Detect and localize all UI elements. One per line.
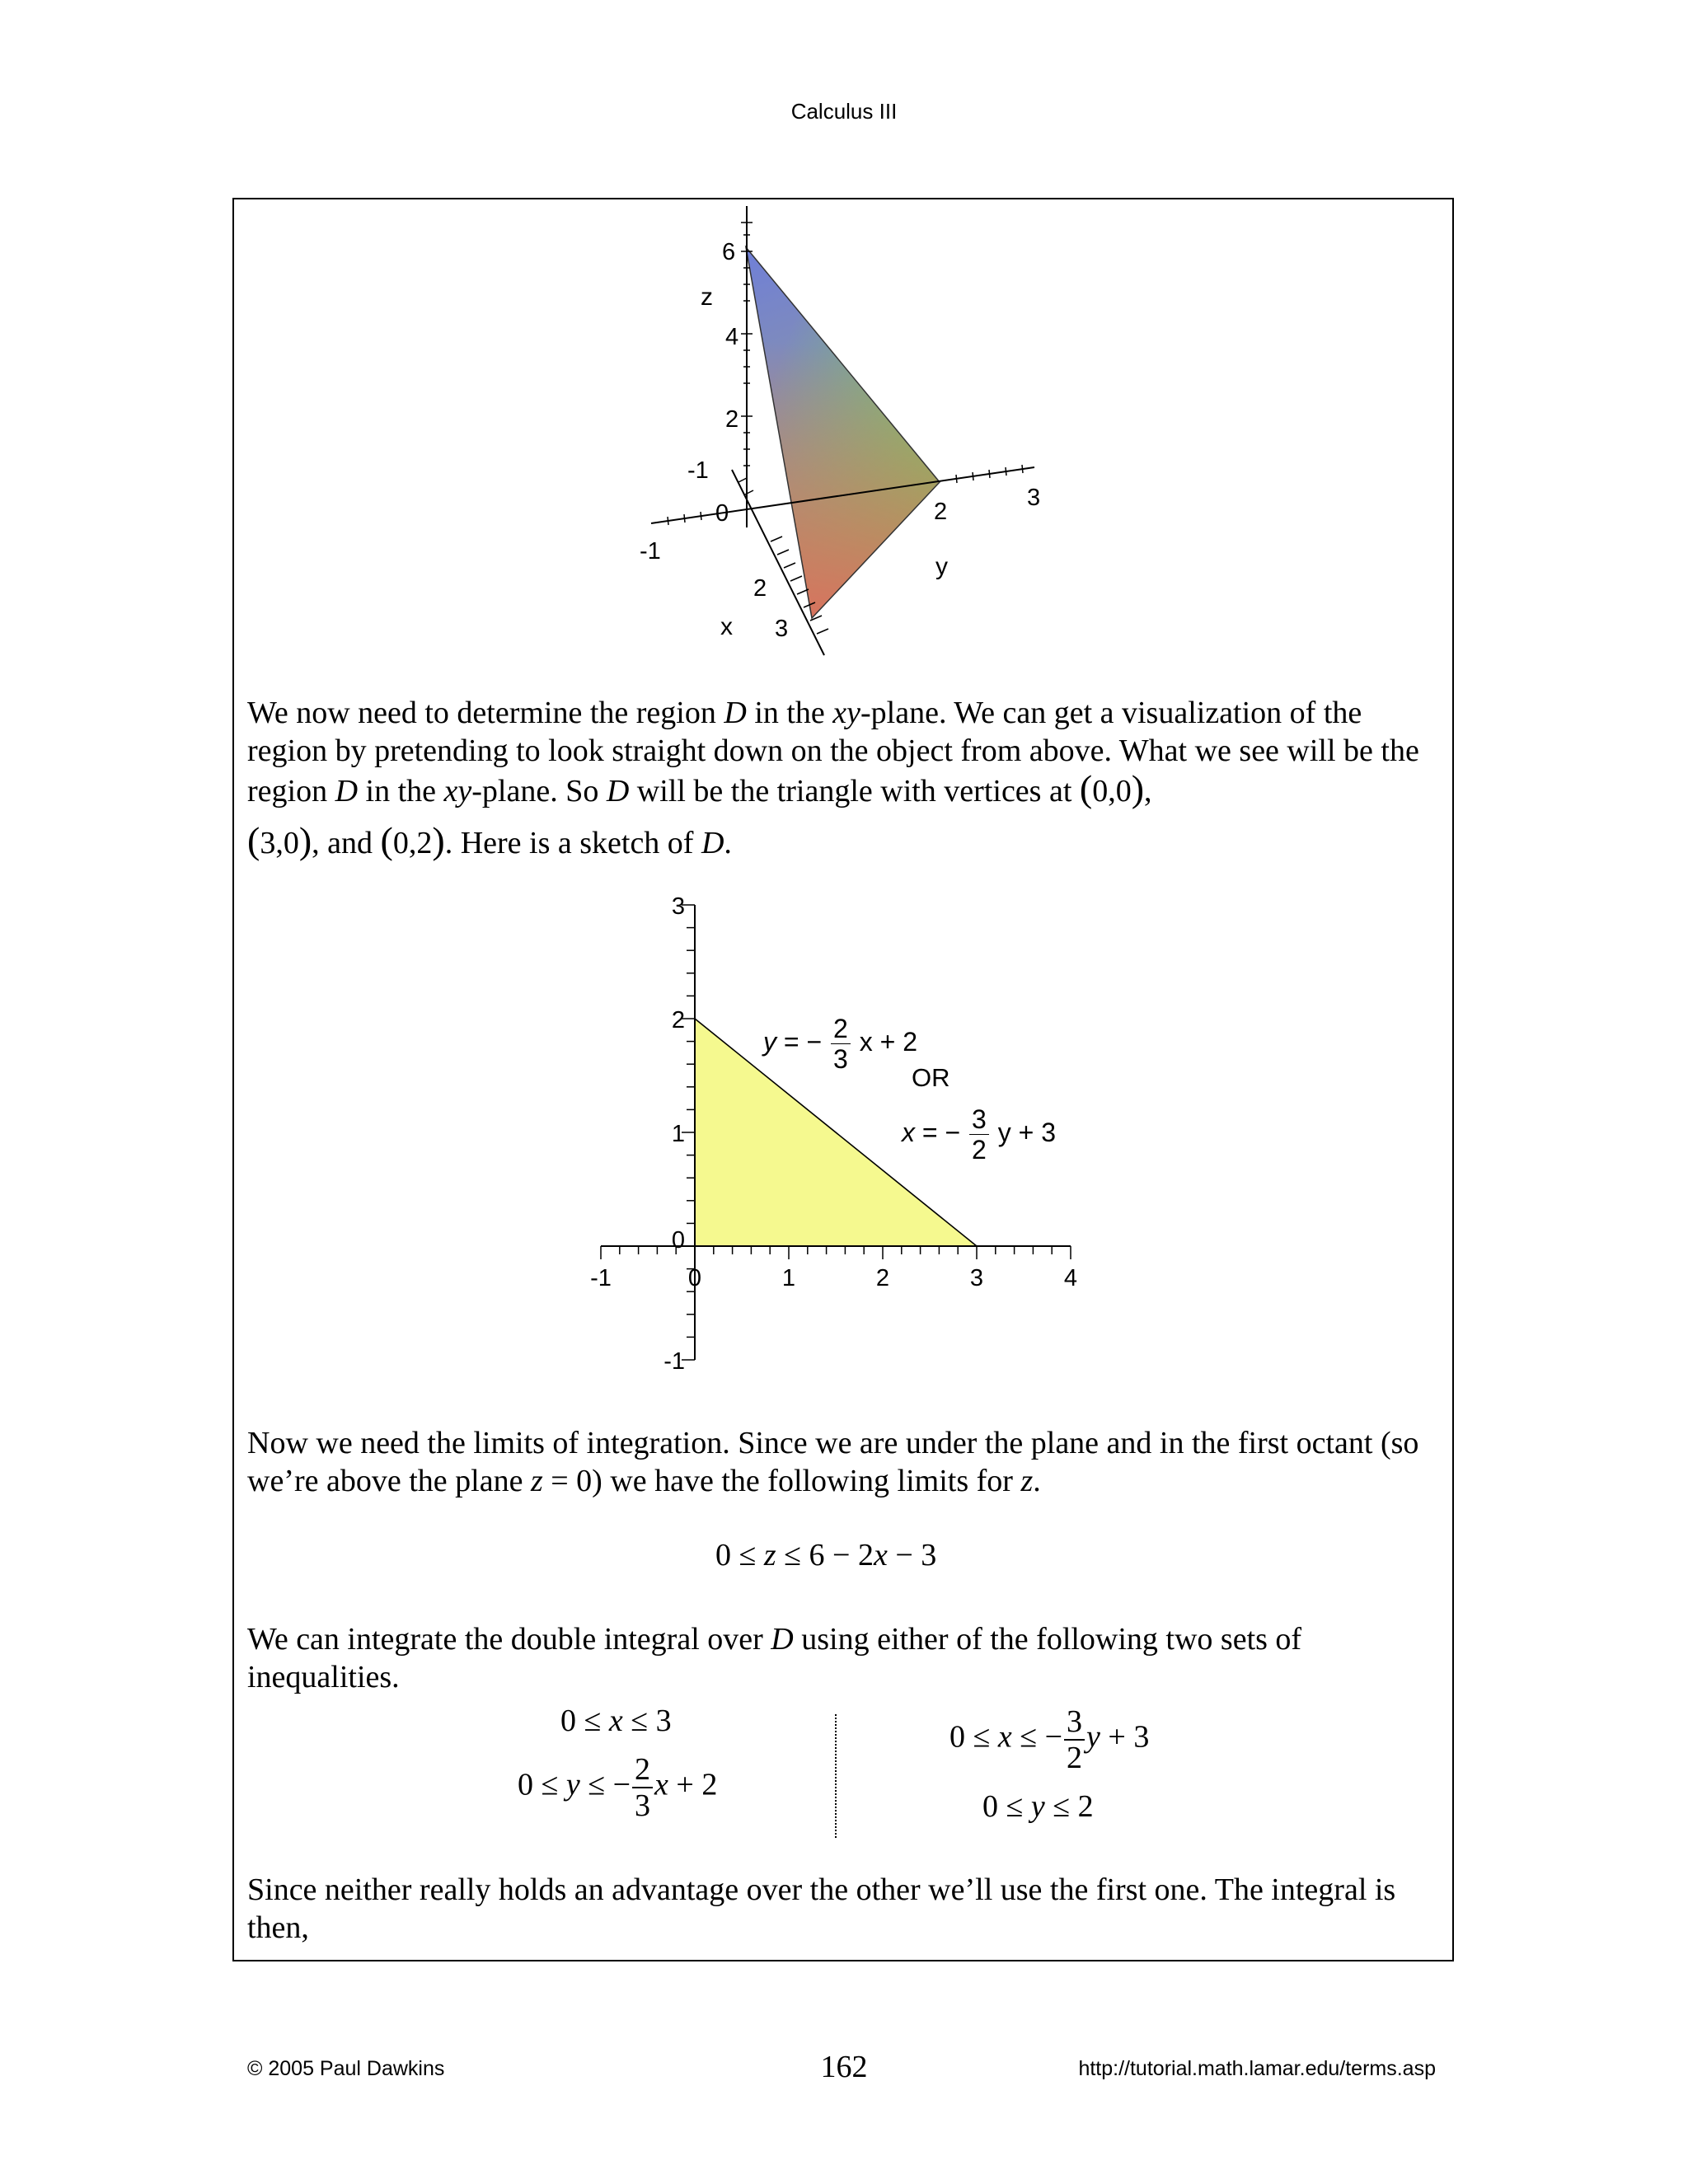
label-z: z: [701, 284, 713, 311]
tick-x-2: 2: [753, 575, 767, 602]
set1-x-range: 0 ≤ x ≤ 3: [560, 1704, 672, 1738]
footer-url[interactable]: http://tutorial.math.lamar.edu/terms.asp: [1078, 2057, 1436, 2080]
tick-y-neg1: -1: [640, 538, 661, 565]
tick-z-2: 2: [725, 406, 739, 433]
line-equation-1: y = − $\frac{2}{3}$ x + 2: [763, 1014, 917, 1074]
z-limits-equation: 0 ≤ z ≤ 6 − 2x − 3: [715, 1538, 937, 1572]
vertex-3: 0,2: [392, 826, 433, 860]
x-tick-label: 4: [1063, 1265, 1078, 1291]
y-tick-label: 3: [671, 893, 685, 920]
tick-z-neg1: -1: [687, 457, 709, 484]
tick-z-6: 6: [722, 239, 736, 265]
x-tick-label: -1: [590, 1265, 612, 1291]
tick-y-2: 2: [934, 499, 948, 525]
paragraph-limits: Now we need the limits of integration. Since we are under the plane and in the first octant (so we’re above the plane z = 0) we have the following limits for z.: [247, 1426, 1419, 1498]
page-header: Calculus III: [790, 99, 898, 124]
y-tick-label: -1: [663, 1348, 685, 1375]
tick-origin: 0: [715, 500, 729, 527]
x-tick-label: 3: [969, 1265, 984, 1291]
figure-3d-plane: [610, 198, 1121, 676]
footer-copyright: © 2005 Paul Dawkins: [247, 2057, 445, 2080]
vertex-2: 3,0: [260, 826, 299, 860]
or-label: OR: [912, 1063, 950, 1092]
tick-y-3: 3: [1027, 485, 1041, 511]
set2-y-range: 0 ≤ y ≤ 2: [982, 1789, 1094, 1824]
tick-x-3: 3: [775, 616, 789, 642]
tick-z-4: 4: [725, 324, 739, 350]
sets-divider: [835, 1714, 837, 1838]
y-tick-label: 1: [671, 1121, 685, 1147]
label-y: y: [935, 553, 948, 580]
x-tick-label: 1: [781, 1265, 796, 1291]
set1-y-range: 0 ≤ y ≤ − $\frac{2}{3}$ x + 2: [518, 1752, 718, 1823]
label-x: x: [720, 613, 733, 640]
set2-x-range: 0 ≤ x ≤ − $\frac{3}{2}$ y + 3: [950, 1704, 1150, 1775]
paragraph-inequalities: We can integrate the double integral over D using either of the following two sets of inequalities.: [247, 1622, 1302, 1694]
x-tick-label: 2: [875, 1265, 890, 1291]
y-tick-label: 0: [671, 1227, 685, 1254]
paragraph-integral-intro: Since neither really holds an advantage over the other we’ll use the first one. The integral is then,: [247, 1872, 1396, 1945]
x-tick-label: 0: [687, 1265, 702, 1291]
y-tick-label: 2: [671, 1007, 685, 1033]
line-equation-2: x = − $\frac{3}{2}$ y + 3: [902, 1104, 1056, 1165]
paragraph-region-d: We now need to determine the region D in the xy-plane. We can get a visualization of the region by pretending to look straight down on the object from above. What we see will be the region D in the xy-plane. So D will be the triangle with vertices at (0,0), (3,0), and (0,2). Here is a sketch of D.: [247, 696, 1419, 861]
page-number: 162: [820, 2050, 868, 2084]
vertex-1: 0,0: [1092, 774, 1132, 808]
